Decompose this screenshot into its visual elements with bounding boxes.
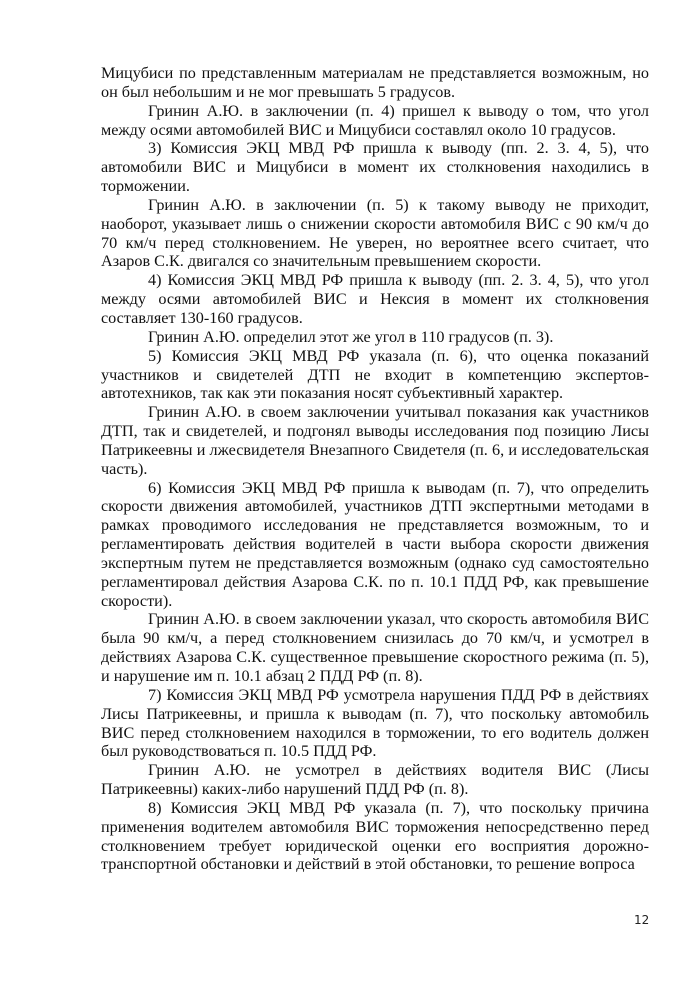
paragraph: Гринин А.Ю. в заключении (п. 5) к такому выводу не приходит, наоборот, указывает лишь о снижении скорости автомобиля ВИС с 90 км/ч до 70 км/ч перед столкновением. Не уверен, но вероятнее всего считает, что Азаров С.К. двигался со значительным превышением скорости. <box>101 195 649 271</box>
document-body <box>101 64 649 874</box>
paragraph: Гринин А.Ю. в своем заключении учитывал показания как участников ДТП, так и свидетелей, и подгонял выводы исследования под позицию Лисы Патрикеевны и лжесвидетеля Внезапного Свидетеля (п. 6, и исследовательская часть). <box>101 403 649 478</box>
paragraph: Гринин А.Ю. в заключении (п. 4) пришел к выводу о том, что угол между осями автомобилей ВИС и Мицубиси составлял около 10 градусов. <box>101 101 649 139</box>
paragraph: Гринин А.Ю. в своем заключении указал, что скорость автомобиля ВИС была 90 км/ч, а перед столкновением снизилась до 70 км/ч, и усмотрел в действиях Азарова С.К. существенное превышение скоростного режима (п. 5), и нарушение им п. 10.1 абзац 2 ПДД РФ (п. 8). <box>101 610 649 685</box>
paragraph: 4) Комиссия ЭКЦ МВД РФ пришла к выводу (пп. 2. 3. 4, 5), что угол между осями автомобилей ВИС и Нексия в момент их столкновения составляет 130-160 градусов. <box>101 271 649 327</box>
paragraph: 5) Комиссия ЭКЦ МВД РФ указала (п. 6), что оценка показаний участников и свидетелей ДТП не входит в компетенцию экспертов-автотехников, так как эти показания носят субъективный характер. <box>101 346 649 403</box>
paragraph: 6) Комиссия ЭКЦ МВД РФ пришла к выводам (п. 7), что определить скорости движения автомобилей, участников ДТП экспертными методами в рамках проводимого исследования не представляется возможным, то и регламентировать действия водителей в части выбора скорости движения экспертным путем не представляется возможным (однако суд самостоятельно регламентировал действия Азарова С.К. по п. 10.1 ПДД РФ, как превышение скорости). <box>101 478 649 610</box>
paragraph: Мицубиси по представленным материалам не представляется возможным, но он был небольшим и не мог превышать 5 градусов. <box>101 64 649 101</box>
page-number: 12 <box>634 913 650 927</box>
paragraph: Гринин А.Ю. определил этот же угол в 110 градусов (п. 3). <box>148 327 554 346</box>
paragraph: 7) Комиссия ЭКЦ МВД РФ усмотрела нарушения ПДД РФ в действиях Лисы Патрикеевны, и пришла к выводам (п. 7), что поскольку автомобиль ВИС перед столкновением находился в торможении, то его водитель должен был руководствоваться п. 10.5 ПДД РФ. <box>101 685 649 761</box>
paragraph: 8) Комиссия ЭКЦ МВД РФ указала (п. 7), что поскольку причина применения водителем автомобиля ВИС торможения непосредственно перед столкновением требует юридической оценки его восприятия дорожно-транспортной обстановки и действий в этой обстановки, то решение вопроса <box>101 798 649 874</box>
paragraph: 3) Комиссия ЭКЦ МВД РФ пришла к выводу (пп. 2. 3. 4, 5), что автомобили ВИС и Мицубиси в момент их столкновения находились в торможении. <box>101 139 649 196</box>
paragraph: Гринин А.Ю. не усмотрел в действиях водителя ВИС (Лисы Патрикеевны) каких-либо нарушений ПДД РФ (п. 8). <box>101 761 649 799</box>
